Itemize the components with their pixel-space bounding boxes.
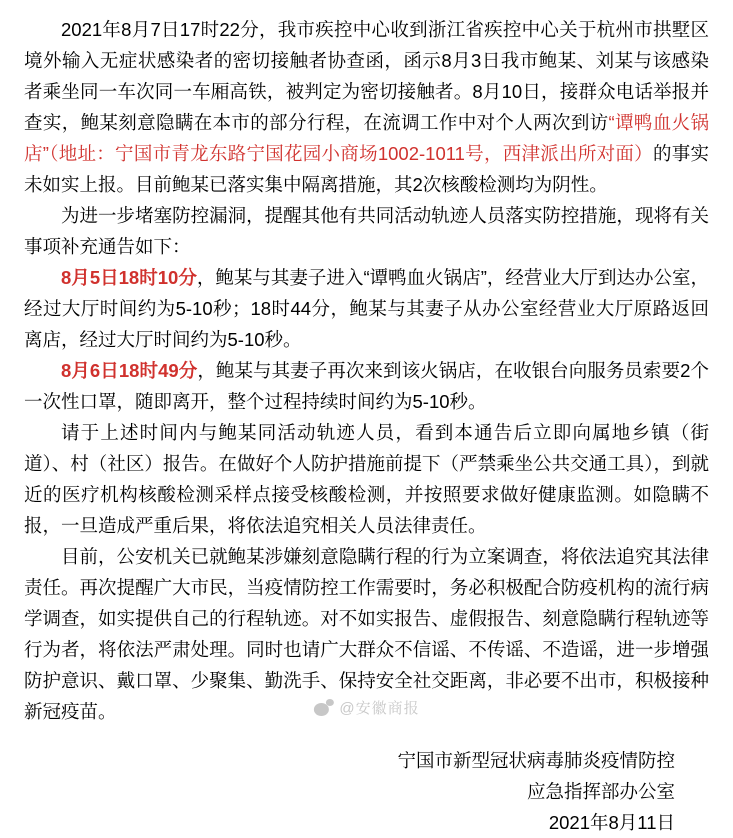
watermark-text: @安徽商报	[339, 700, 420, 717]
paragraph-4-highlight-datetime: 8月6日18时49分	[61, 360, 198, 381]
paragraph-3-text: ，鲍某与其妻子进入“谭鸭血火锅店”，经营业大厅到达办公室，经过大厅时间约为5-10秒；18时44分，鲍某与其妻子从办公室经营业大厅原路返回离店，经过大厅时间约为5-10秒。	[24, 267, 710, 350]
paragraph-2-text: 为进一步堵塞防控漏洞，提醒其他有共同活动轨迹人员落实防控措施，现将有关事项补充通告如下：	[24, 205, 709, 257]
paragraph-5	[24, 417, 709, 541]
signature-line-1: 宁国市新型冠状病毒肺炎疫情防控	[397, 750, 675, 771]
signature-line-2: 应急指挥部办公室	[526, 781, 675, 802]
paragraph-5-text: 请于上述时间内与鲍某同活动轨迹人员，看到本通告后立即向属地乡镇（街道）、村（社区）报告。在做好个人防护措施前提下（严禁乘坐公共交通工具），到就近的医疗机构核酸检测采样点接受核酸检测，并按照要求做好健康监测。如隐瞒不报，一旦造成严重后果，将依法追究相关人员法律责任。	[24, 422, 709, 536]
paragraph-3-highlight-datetime: 8月5日18时10分	[61, 267, 197, 288]
paragraph-1-highlight-address: “谭鸭血火锅店”（地址：宁国市青龙东路宁国花园小商场1002-1011号，西津派出所对面）	[24, 112, 709, 164]
paragraph-6-text: 目前，公安机关已就鲍某涉嫌刻意隐瞒行程的行为立案调查，将依法追究其法律责任。再次提醒广大市民，当疫情防控工作需要时，务必积极配合防疫机构的流行病学调查，如实提供自己的行程轨迹。对不如实报告、虚假报告、刻意隐瞒行程轨迹等行为者，将依法严肃处理。同时也请广大群众不信谣、不传谣、不造谣，进一步增强防护意识、戴口罩、少聚集、勤洗手、保持安全社交距离，非必要不出市，积极接种新冠疫苗。	[24, 546, 709, 722]
weibo-icon	[313, 699, 333, 717]
paragraph-4	[24, 355, 709, 417]
paragraph-1-text-part-2: 的事实未如实上报。目前鲍某已落实集中隔离措施，其2次核酸检测均为阴性。	[24, 143, 709, 195]
watermark	[313, 697, 419, 718]
paragraph-3	[24, 262, 709, 355]
paragraph-2	[24, 200, 709, 262]
paragraph-1-text-part-1: 2021年8月7日17时22分，我市疾控中心收到浙江省疾控中心关于杭州市拱墅区境外输入无症状感染者的密切接触者协查函，函示8月3日我市鲍某、刘某与该感染者乘坐同一车次同一车厢高铁，被判定为密切接触者。8月10日，接群众电话举报并查实，鲍某刻意隐瞒在本市的部分行程，在流调工作中对个人两次到访	[24, 19, 709, 133]
paragraph-4-text: ，鲍某与其妻子再次来到该火锅店，在收银台向服务员索要2个一次性口罩，随即离开，整个过程持续时间约为5-10秒。	[24, 360, 710, 412]
signature-date: 2021年8月11日	[548, 812, 675, 833]
paragraph-1	[24, 14, 709, 200]
signature-block	[24, 745, 709, 838]
